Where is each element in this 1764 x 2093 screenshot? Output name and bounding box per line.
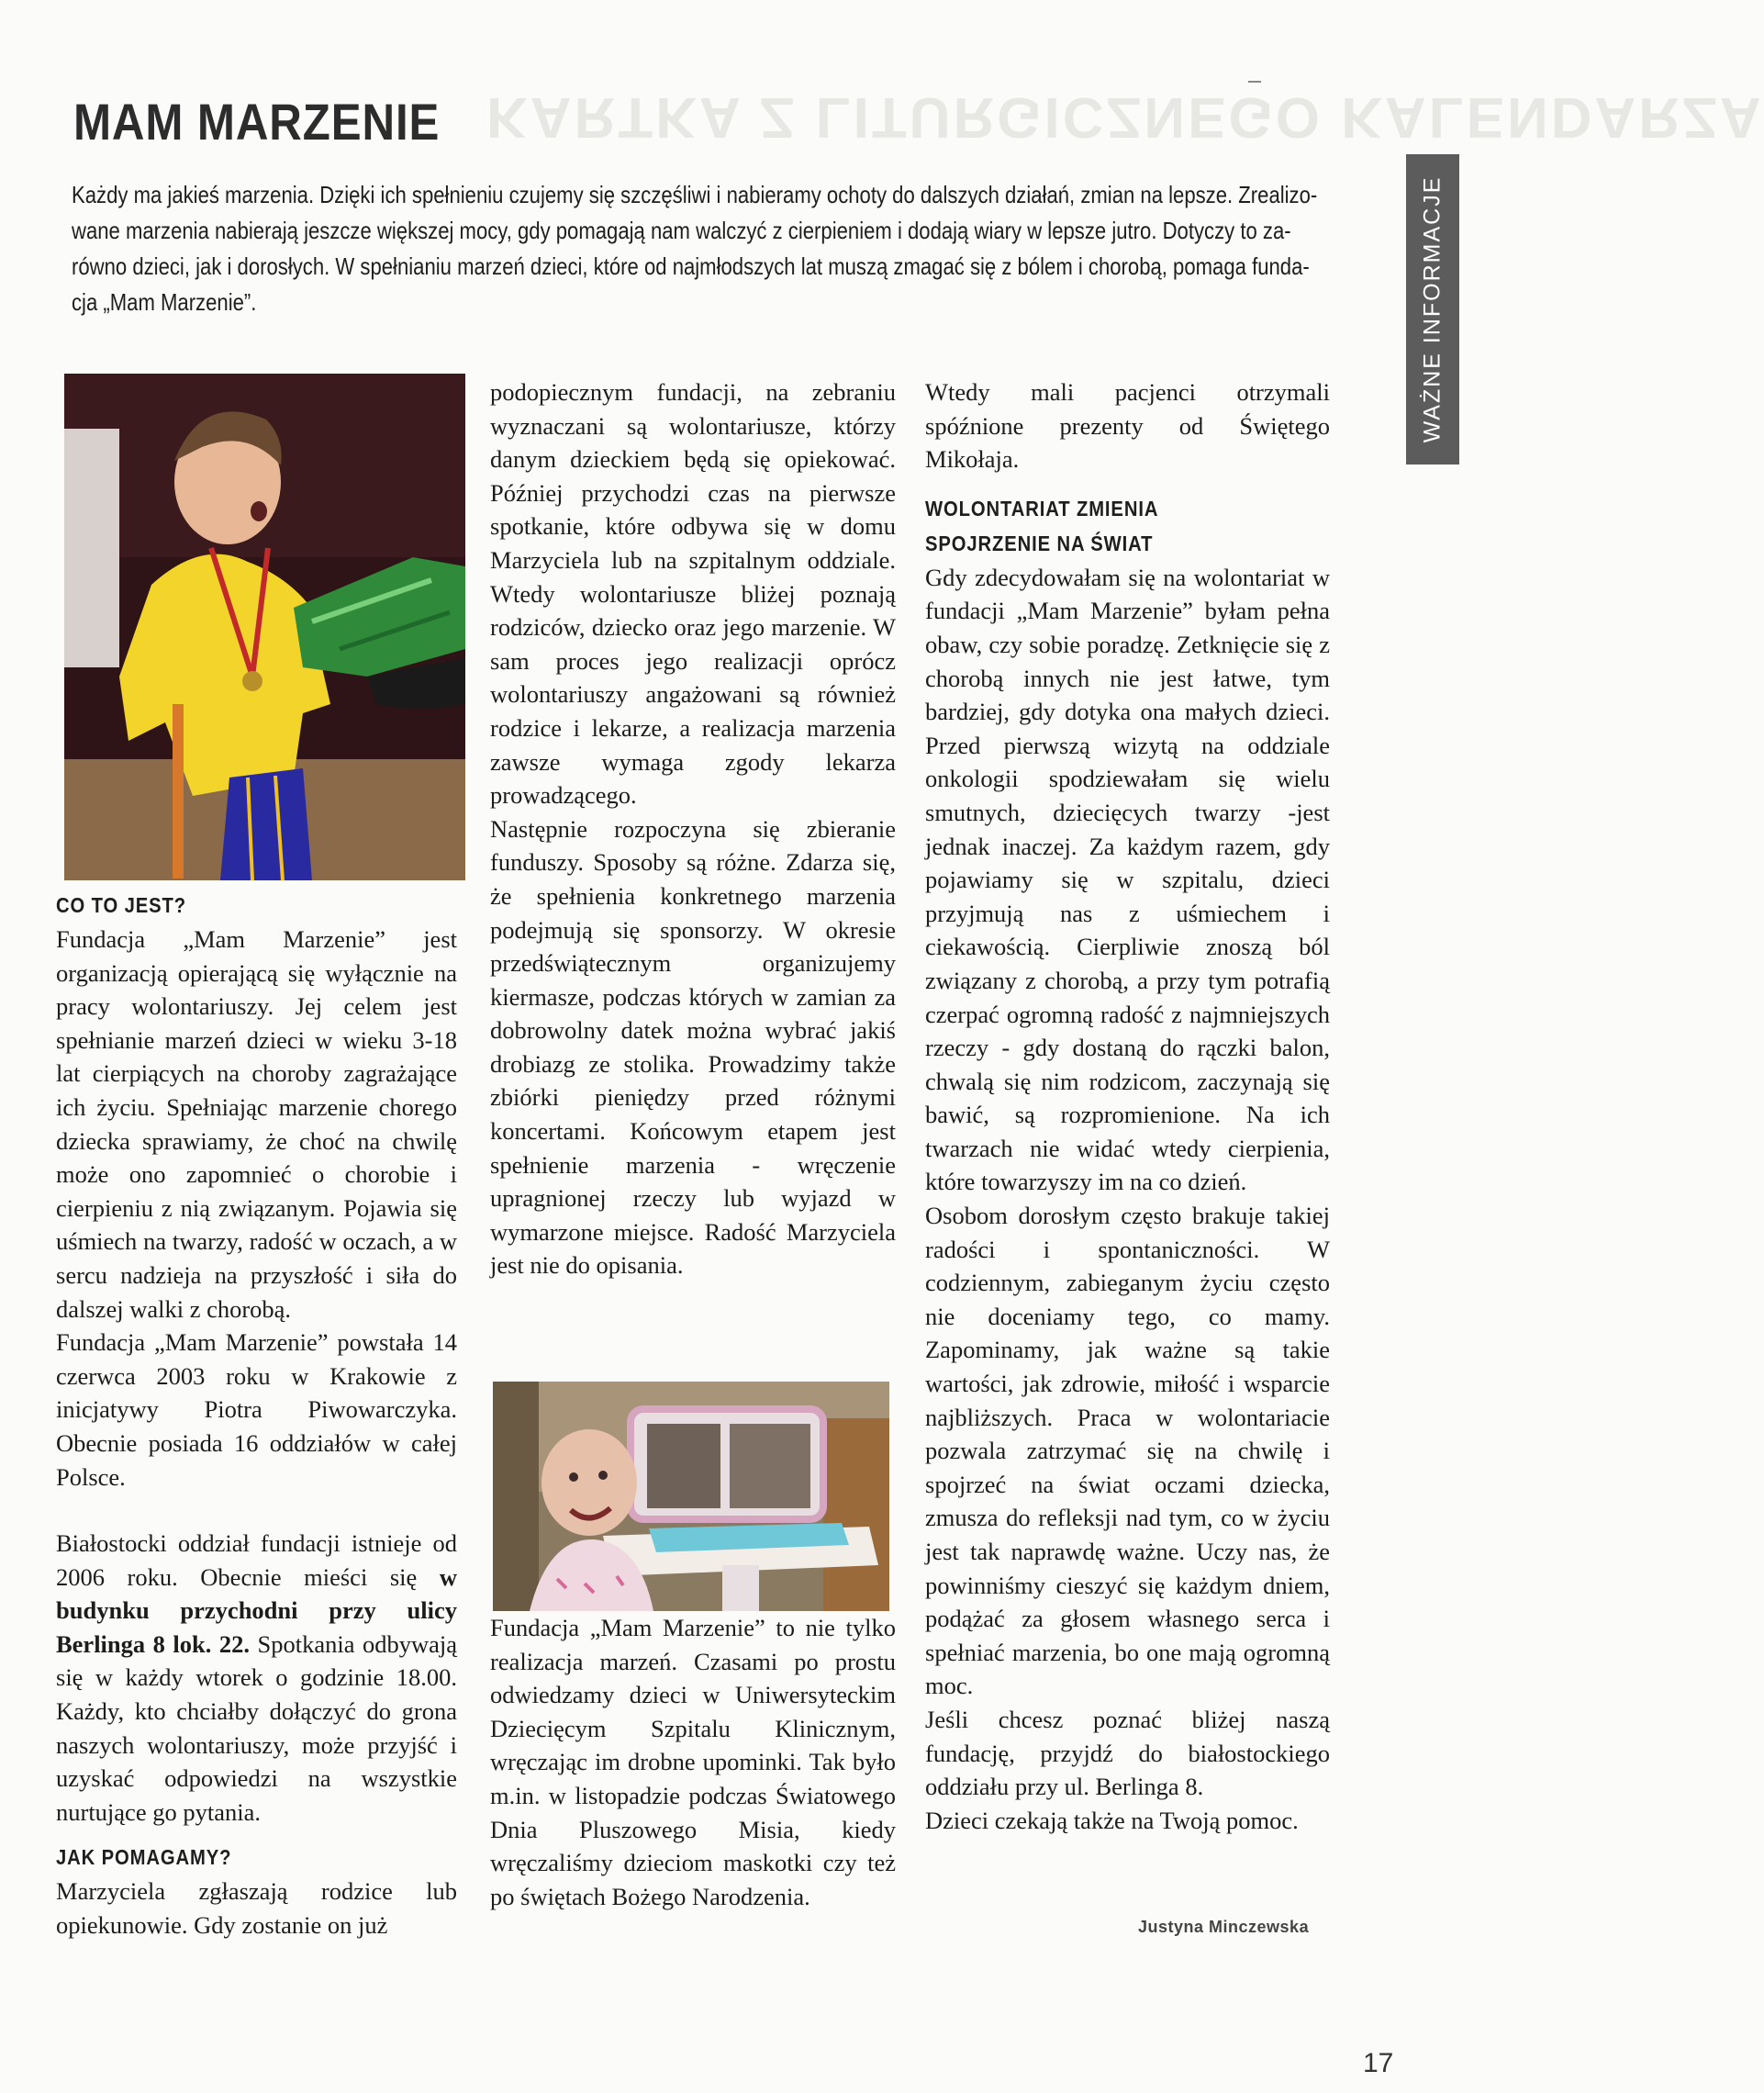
page-number: 17 (1363, 2048, 1394, 2078)
paragraph: Wtedy mali pacjenci otrzymali spóźnione prezenty od Świętego Mikołaja. (925, 378, 1330, 474)
paragraph: Jeśli chcesz poznać bliżej naszą fundację, przyjdź do białostockiego oddziału przy ul. Berlinga 8. (925, 1705, 1330, 1801)
lead-line: cja „Mam Marzenie”. (72, 288, 257, 316)
author-signature: Justyna Minczewska (1138, 1918, 1310, 1936)
paragraph-text: Białostocki oddział fundacji istnieje od 2006 roku. Obecnie mieści się (56, 1529, 457, 1591)
paragraph: Następnie rozpoczyna się zbieranie funduszy. Sposoby są różne. Zdarza się, że spełnienia konkretnego marzenia podejmują się sponsorzy. W okresie przedświątecznym organizujemy kiermasze, podczas których w zamian za dobrowolny datek można wybrać jakiś drobiazg ze stolika. Prowadzimy także zbiórki pieniędzy przed różnymi koncertami. Końcowym etapem jest spełnienie marzenia - wręczenie upragnionej rzeczy lub wyjazd w wymarzone miejsce. Radość Marzyciela jest nie do opisania. (490, 814, 896, 1280)
mirrored-background-heading: KARTKA Z LITURGICZNEGO KALENDARZA (486, 85, 1764, 149)
address-highlight: w budynku przychodni przy ulicy Berlinga 8 lok. 22. (56, 1562, 457, 1658)
paragraph: podopiecznym fundacji, na zebraniu wyznaczani są wolontariusze, którzy danym dzieckiem będą się opiekować. Później przychodzi czas na pierwsze spotkanie, które odbywa się w domu Marzyciela lub na szpitalnym oddziale. Wtedy wolontariusze bliżej poznają rodziców, dziecko oraz jego marzenie. W sam proces jego realizacji oprócz wolontariuszy angażowani są również rodzice i lekarze, a realizacja marzenia zawsze wymaga zgody lekarza prowadzącego. (490, 378, 896, 810)
section-heading-jak-pomagamy: JAK POMAGAMY? (56, 1845, 232, 1870)
paragraph: Gdy zdecydowałam się na wolontariat w fundacji „Mam Marzenie” byłam pełna obaw, czy sobie poradzę. Zetknięcie się z chorobą innych nie jest łatwe, tym bardziej, gdy dotyka ona małych dzieci. Przed pierwszą wizytą na oddziale onkologii spodziewałam się wielu smutnych, dziecięcych twarzy -jest jednak inaczej. Za każdym razem, gdy pojawiamy się w szpitalu, dzieci przyjmują nas z uśmiechem i ciekawością. Cierpliwie znoszą ból związany z chorobą, a przy tym potrafią czerpać ogromną radość z najmniejszych rzeczy - gdy dostaną do rączki balon, chwalą się nim rodzicom, zaczynają się bawić, są rozpromienione. Na ich twarzach nie widać wtedy cierpienia, które towarzyszy im na co dzień. (925, 563, 1330, 1196)
section-tab-label: WAŻNE INFORMACJE (1419, 175, 1446, 443)
article-lead (72, 177, 1347, 320)
column-1 (56, 888, 457, 1942)
paragraph: Fundacja „Mam Marzenie” powstała 14 czerwca 2003 roku w Krakowie z inicjatywy Piotra Piwowarczyka. Obecnie posiada 16 oddziałów w całej Polsce. (56, 1328, 457, 1491)
photo-boy-with-gift (64, 374, 465, 880)
lead-line: równo dzieci, jak i dorosłych. W spełnianiu marzeń dzieci, które od najmłodszych lat muszą zmagać się z bólem i chorobą, pomaga funda- (72, 252, 1310, 280)
paragraph-text: Spotkania odbywają się w każdy wtorek o godzinie 18.00. Każdy, kto chciałby dołączyć do grona naszych wolontariuszy, może przyjść i uzyskać odpowiedzi na wszystkie nurtujące go pytania. (56, 1629, 457, 1826)
column-3 (925, 375, 1330, 1837)
paragraph: Fundacja „Mam Marzenie” to nie tylko realizacja marzeń. Czasami po prostu odwiedzamy dzieci w Uniwersyteckim Dziecięcym Szpitalu Klinicznym, wręczając im drobne upominki. Tak było m.in. w listopadzie podczas Światowego Dnia Pluszowego Misia, kiedy wręczaliśmy dzieciom maskotki czy też po świętach Bożego Narodzenia. (490, 1614, 896, 1910)
paragraph: Marzyciela zgłaszają rodzice lub opiekunowie. Gdy zostanie on już (56, 1877, 457, 1940)
section-heading-co-to-jest: CO TO JEST? (56, 893, 187, 917)
paragraph: Osobom dorosłym często brakuje takiej radości i spontaniczności. W codziennym, zabieganym życiu często nie doceniamy tego, co mamy. Zapominamy, jak ważne są takie wartości, jak zdrowie, miłość i wsparcie najbliższych. Praca w wolontariacie pozwala zatrzymać się na chwilę i spojrzeć na świat oczami dziecka, zmusza do refleksji nad tym, co w życiu jest tak naprawdę ważne. Uczy nas, że powinniśmy cieszyć się każdym dniem, podążać za głosem własnego serca i spełniać marzenia, bo one mają ogromną moc. (925, 1202, 1330, 1700)
paragraph (56, 1527, 457, 1829)
paragraph: Fundacja „Mam Marzenie” jest organizacją opierającą się wyłącznie na pracy wolontariuszy. Jej celem jest spełnianie marzeń dzieci w wieku 3-18 lat cierpiących na choroby zagrażające ich życiu. Spełniając marzenie chorego dziecka sprawiamy, że choć na chwilę może ono zapomnieć o chorobie i cierpieniu z nią związanym. Pojawia się uśmiech na twarzy, radość w oczach, a w sercu nadzieja na przyszłość i siła do dalszej walki z chorobą. (56, 925, 457, 1323)
decorative-dash (1248, 81, 1261, 83)
lead-line: wane marzenia nabierają jeszcze większej mocy, gdy pomagają nam walczyć z cierpieniem i dodają wiary w lepsze jutro. Dotyczy to za- (72, 217, 1291, 244)
section-heading-spojrzenie: SPOJRZENIE NA ŚWIAT (925, 531, 1154, 555)
column-2 (490, 375, 896, 1913)
section-heading-wolontariat: WOLONTARIAT ZMIENIA (925, 496, 1159, 520)
lead-line: Każdy ma jakieś marzenia. Dzięki ich spełnieniu czujemy się szczęśliwi i nabieramy ochoty do dalszych działań, zmian na lepsze. Zrealizo- (72, 181, 1318, 208)
paragraph: Dzieci czekają także na Twoją pomoc. (925, 1806, 1299, 1834)
article-title: MAM MARZENIE (73, 93, 441, 151)
section-tab (1406, 154, 1459, 464)
